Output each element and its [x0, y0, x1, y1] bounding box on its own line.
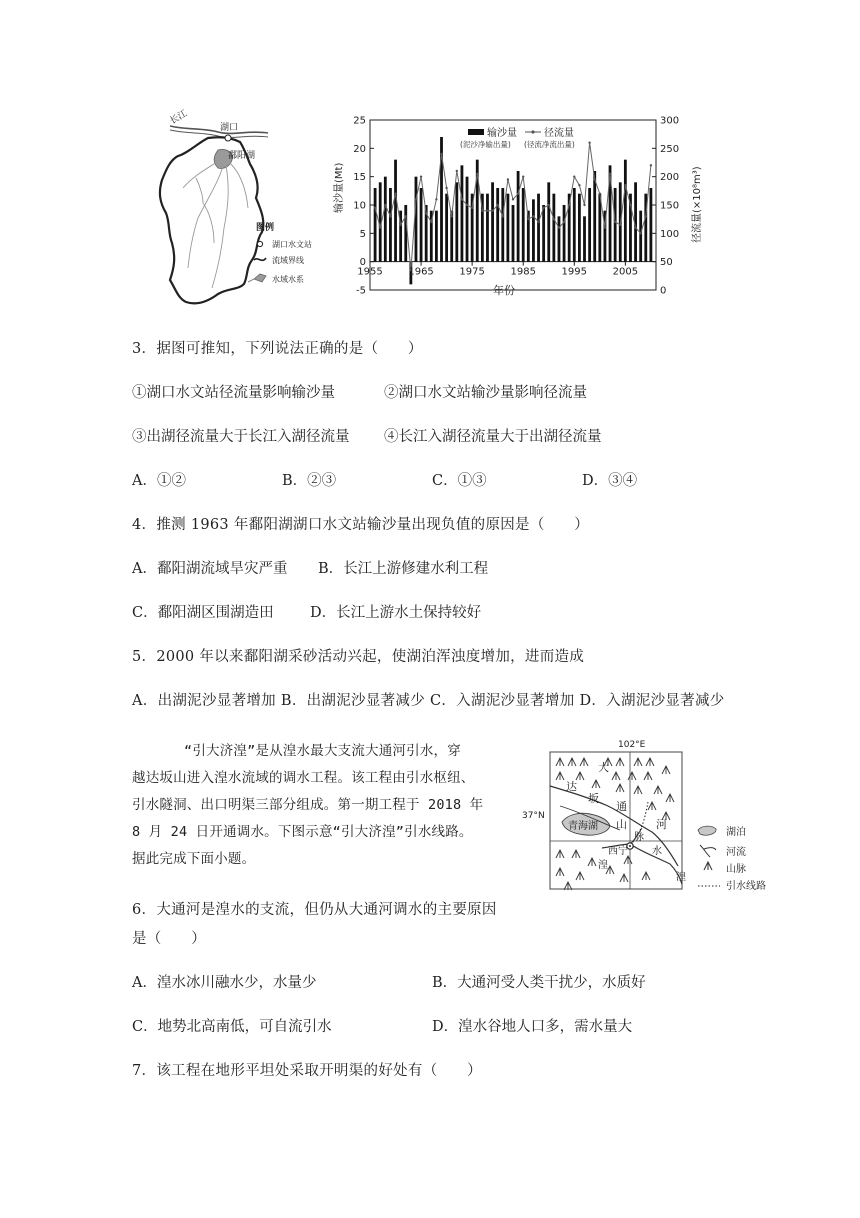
sediment-bar [639, 211, 642, 262]
runoff-point [578, 184, 580, 186]
runoff-point [604, 226, 606, 228]
passage-line-1: “引大济湟”是从湟水最大支流大通河引水，穿 [184, 743, 461, 759]
runoff-point [639, 232, 641, 234]
sediment-bar [512, 205, 515, 262]
y-left-tick-label: 10 [353, 200, 366, 212]
runoff-point [389, 215, 391, 217]
runoff-point [619, 224, 621, 226]
runoff-point [522, 175, 524, 177]
sediment-bar [593, 171, 596, 262]
runoff-point [445, 187, 447, 189]
q5-options[interactable]: A．出湖泥沙显著增加 B．出湖泥沙显著减少 C．入湖泥沙显著增加 D．入湖泥沙显著减少 [132, 693, 725, 709]
reading-passage [132, 738, 532, 873]
q6-option-b[interactable]: B．大通河受人类干扰少，水质好 [432, 975, 646, 991]
q3-stem: 3．据图可推知，下列说法正确的是（ ） [132, 341, 423, 357]
y-right-tick-label: 50 [660, 257, 673, 269]
sediment-bar [491, 182, 494, 261]
svg-text:湟: 湟 [676, 872, 686, 883]
runoff-point [558, 226, 560, 228]
q3-option-c[interactable]: C．①③ [432, 473, 487, 489]
y-right-tick-label: 250 [660, 143, 680, 155]
passage-line-5: 据此完成下面小题。 [132, 851, 256, 867]
runoff-point [451, 215, 453, 217]
runoff-point [512, 198, 514, 200]
y-right-tick-label: 100 [660, 228, 680, 240]
sediment-bar [624, 160, 627, 262]
svg-text:引水线路: 引水线路 [726, 881, 766, 892]
runoff-point [553, 218, 555, 220]
svg-text:大: 大 [598, 761, 609, 774]
sediment-bar [649, 188, 652, 262]
sediment-bar [552, 194, 555, 262]
runoff-point [614, 221, 616, 223]
y-left-tick-label: 5 [359, 228, 366, 240]
x-tick-label: 1975 [459, 266, 485, 278]
q3-option-a[interactable]: A．①② [132, 473, 186, 489]
svg-text:流域界线: 流域界线 [272, 256, 304, 265]
svg-text:湖口水文站: 湖口水文站 [272, 240, 312, 249]
sediment-bar [522, 188, 525, 262]
runoff-point [563, 221, 565, 223]
svg-text:坂: 坂 [588, 792, 599, 805]
svg-text:青海湖: 青海湖 [568, 821, 598, 832]
sediment-bar [420, 188, 423, 262]
q3-statement-3: ③出湖径流量大于长江入湖径流量 [132, 429, 350, 445]
sediment-bar [547, 182, 550, 261]
svg-text:山脉: 山脉 [726, 864, 746, 875]
q5-stem: 5．2000 年以来鄱阳湖采砂活动兴起，使湖泊浑浊度增加，进而造成 [132, 649, 585, 665]
sediment-bar [394, 160, 397, 262]
svg-text:(泥沙净输出量): (泥沙净输出量) [460, 140, 511, 149]
q6-stem-line-2: 是（ ） [132, 931, 206, 947]
runoff-point [624, 184, 626, 186]
runoff-point [491, 209, 493, 211]
svg-text:水: 水 [652, 846, 662, 857]
q6-stem-line-1: 6．大通河是湟水的支流，但仍从大通河调水的主要原因 [132, 902, 497, 918]
y-right-tick-label: 0 [660, 285, 667, 297]
q6-option-d[interactable]: D．湟水谷地人口多，需水量大 [432, 1019, 633, 1035]
runoff-point [609, 173, 611, 175]
q4-option-c[interactable]: C．鄱阳湖区围湖造田 [132, 605, 274, 621]
sediment-bar [374, 188, 377, 262]
sediment-bar [598, 194, 601, 262]
svg-text:达: 达 [566, 780, 577, 793]
svg-text:西宁: 西宁 [608, 846, 628, 857]
x-tick-label: 1955 [357, 266, 383, 278]
sediment-bar [573, 188, 576, 262]
runoff-point [399, 224, 401, 226]
svg-text:通: 通 [616, 800, 627, 813]
passage-line-2: 越达坂山进入湟水流域的调水工程。该工程由引水枢纽、 [132, 770, 475, 786]
runoff-point [537, 221, 539, 223]
runoff-point [430, 221, 432, 223]
runoff-point [384, 204, 386, 206]
runoff-point [481, 209, 483, 211]
sediment-bar [455, 182, 458, 261]
svg-text:脉: 脉 [634, 832, 644, 843]
chart-legend [460, 126, 575, 149]
q3-statement-1: ①湖口水文站径流量影响输沙量 [132, 385, 335, 401]
poyang-basin-map [148, 108, 338, 308]
map-legend [248, 221, 312, 284]
sediment-bar [614, 188, 617, 262]
runoff-point [471, 207, 473, 209]
q7-stem: 7．该工程在地形平坦处采取开明渠的好处有（ ） [132, 1063, 482, 1079]
runoff-point [568, 204, 570, 206]
runoff-point [374, 207, 376, 209]
runoff-point [548, 204, 550, 206]
runoff-point [420, 175, 422, 177]
runoff-point [599, 192, 601, 194]
y-left-tick-label: -5 [356, 285, 366, 297]
y-right-tick-label: 300 [660, 115, 680, 127]
svg-text:鄱阳湖: 鄱阳湖 [228, 151, 256, 161]
runoff-point [532, 215, 534, 217]
x-tick-label: 2005 [612, 266, 639, 278]
q3-option-b[interactable]: B．②③ [282, 473, 337, 489]
sediment-bar [558, 216, 561, 261]
y-left-tick-label: 15 [353, 172, 366, 184]
legend-line-label: 径流量 [544, 128, 574, 139]
runoff-point [496, 204, 498, 206]
runoff-point [435, 198, 437, 200]
q3-statement-2: ②湖口水文站输沙量影响径流量 [384, 385, 587, 401]
sediment-bar [583, 216, 586, 261]
sediment-bar [389, 188, 392, 262]
sediment-bar [435, 211, 438, 262]
sediment-bar [461, 165, 464, 261]
runoff-point [394, 192, 396, 194]
basin-boundary [160, 137, 263, 303]
runoff-point [415, 198, 417, 200]
sediment-bar [578, 194, 581, 262]
sediment-bar [384, 177, 387, 262]
runoff-point [634, 226, 636, 228]
y-right-axis-label: 径流量(×10⁸m³) [692, 166, 703, 243]
svg-text:长江: 长江 [168, 108, 190, 127]
svg-text:河流: 河流 [726, 847, 746, 858]
runoff-point [542, 207, 544, 209]
svg-text:图例: 图例 [256, 223, 275, 233]
sediment-runoff-chart [328, 108, 713, 308]
runoff-point [588, 141, 590, 143]
x-tick-label: 1995 [561, 266, 588, 278]
svg-text:河: 河 [656, 818, 667, 831]
sediment-bar [542, 205, 545, 262]
runoff-point [629, 204, 631, 206]
q3-statement-4: ④长江入湖径流量大于出湖径流量 [384, 429, 602, 445]
svg-text:37°N: 37°N [522, 811, 545, 821]
runoff-point [405, 215, 407, 217]
runoff-point [379, 226, 381, 228]
passage-line-4: 8 月 24 日开通调水。下图示意“引大济湟”引水线路。 [132, 824, 473, 840]
runoff-point [527, 218, 529, 220]
q4-option-b[interactable]: B．长江上游修建水利工程 [318, 561, 489, 577]
runoff-point [645, 215, 647, 217]
x-axis-label: 年份 [493, 284, 515, 297]
q6-option-a[interactable]: A．湟水冰川融水少，水量少 [132, 975, 317, 991]
x-tick-label: 1965 [408, 266, 434, 278]
svg-text:湖泊: 湖泊 [726, 827, 746, 838]
y-left-tick-label: 25 [353, 115, 366, 127]
sediment-bar [563, 205, 566, 262]
y-right-tick-label: 150 [660, 200, 680, 212]
sediment-bar [450, 211, 453, 262]
runoff-point [476, 173, 478, 175]
x-tick-label: 1985 [510, 266, 536, 278]
svg-text:102°E: 102°E [618, 740, 646, 750]
svg-text:(径流净流出量): (径流净流出量) [524, 140, 575, 149]
runoff-point [486, 209, 488, 211]
runoff-point [650, 164, 652, 166]
sediment-bar [501, 188, 504, 262]
runoff-point [502, 215, 504, 217]
y-left-axis-label: 输沙量(Mt) [334, 162, 345, 213]
sediment-bar [506, 194, 509, 262]
route-map-legend [698, 825, 766, 892]
runoff-point [425, 212, 427, 214]
sediment-bar [532, 199, 535, 261]
sediment-bar [445, 194, 448, 262]
runoff-point [456, 170, 458, 172]
svg-text:水域水系: 水域水系 [272, 275, 304, 284]
hukou-station-marker [225, 135, 231, 141]
q6-option-c[interactable]: C．地势北高南低，可自流引水 [132, 1019, 332, 1035]
sediment-bar [496, 188, 499, 262]
diversion-route-map [520, 736, 780, 896]
sediment-bar [466, 177, 469, 262]
y-left-tick-label: 0 [359, 257, 366, 269]
svg-text:湖口: 湖口 [220, 123, 239, 133]
svg-text:山: 山 [616, 818, 627, 831]
y-left-tick-label: 20 [353, 143, 366, 155]
sediment-bar [537, 194, 540, 262]
y-right-tick-label: 200 [660, 172, 680, 184]
runoff-point [573, 175, 575, 177]
sediment-bar [404, 205, 407, 262]
runoff-point [466, 204, 468, 206]
q3-option-d[interactable]: D．③④ [582, 473, 638, 489]
runoff-point [440, 153, 442, 155]
runoff-point [517, 192, 519, 194]
sediment-bar [486, 194, 489, 262]
q4-option-d[interactable]: D．长江上游水土保持较好 [310, 605, 482, 621]
passage-line-3: 引水隧洞、出口明渠三部分组成。第一期工程于 2018 年 [132, 797, 484, 813]
svg-text:湟: 湟 [598, 860, 608, 871]
sediment-bar [517, 171, 520, 262]
runoff-point [507, 178, 509, 180]
runoff-point [594, 178, 596, 180]
q4-stem: 4．推测 1963 年鄱阳湖湖口水文站输沙量出现负值的原因是（ ） [132, 517, 590, 533]
legend-bar-label: 输沙量 [487, 128, 517, 139]
q4-option-a[interactable]: A．鄱阳湖流域旱灾严重 [132, 561, 288, 577]
sediment-bar [588, 188, 591, 262]
runoff-point [461, 198, 463, 200]
runoff-point [583, 204, 585, 206]
